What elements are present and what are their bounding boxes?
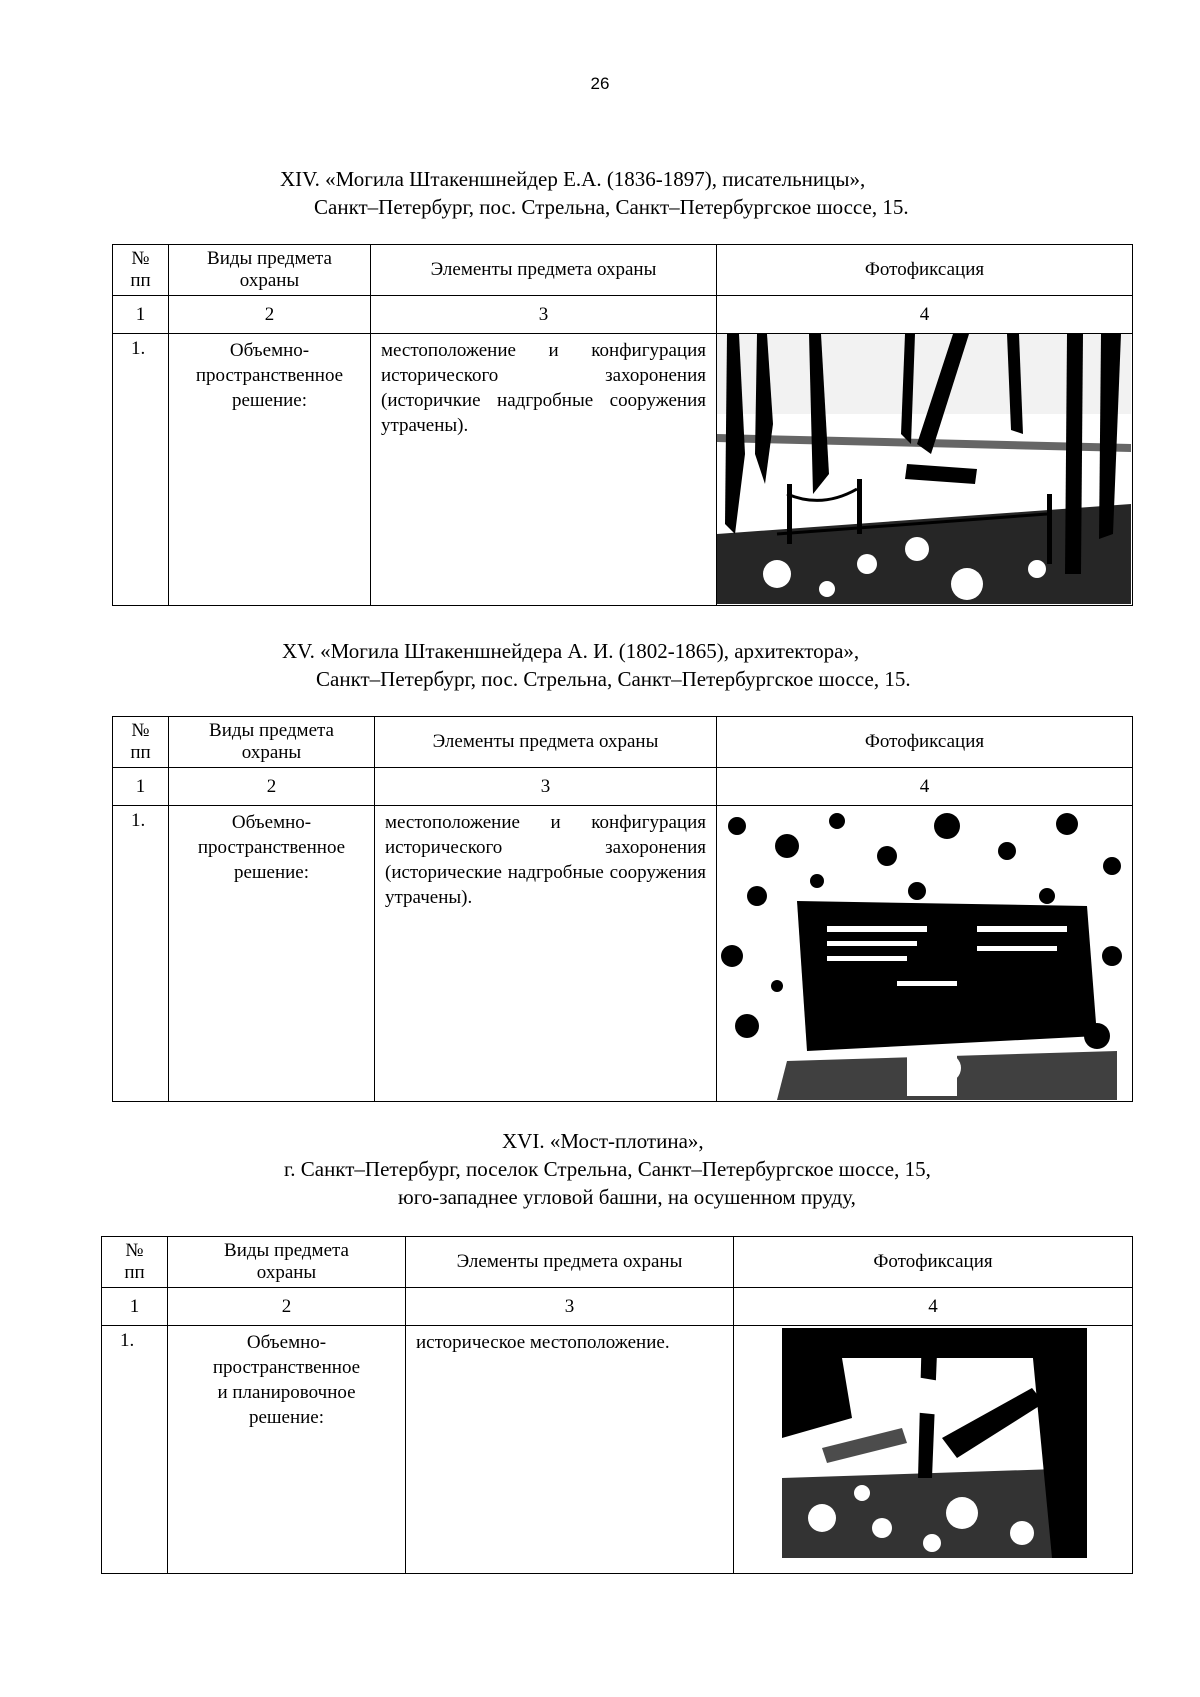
col-index: 1	[102, 1288, 168, 1326]
page-number: 26	[590, 74, 610, 93]
section-16-heading-line2: г. Санкт–Петербург, поселок Стрельна, Санкт–Петербургское шоссе, 15,	[284, 1157, 931, 1181]
section-15-table	[112, 716, 1133, 1102]
section-15-heading-line1: XV. «Могила Штакеншнейдера А. И. (1802-1865), архитектора»,	[282, 639, 860, 663]
row-elements: местоположение и конфигурация исторического захоронения (историчкие надгробные сооружения утрачены).	[371, 334, 717, 606]
section-14-heading-line2: Санкт–Петербург, пос. Стрельна, Санкт–Петербургское шоссе, 15.	[314, 195, 909, 219]
col-index: 1	[113, 768, 169, 806]
row-kind: Объемно- пространственное решение:	[169, 334, 371, 606]
col-index: 4	[717, 768, 1133, 806]
col-header-kind: Виды предмета охраны	[169, 245, 371, 296]
col-index: 2	[169, 296, 371, 334]
col-index: 2	[169, 768, 375, 806]
col-header-photo: Фотофиксация	[734, 1237, 1133, 1288]
row-number: 1.	[113, 334, 169, 606]
col-header-number: № пп	[102, 1237, 168, 1288]
col-header-kind: Виды предмета охраны	[168, 1237, 406, 1288]
col-index: 4	[734, 1288, 1133, 1326]
photo-bridge-dam-icon	[734, 1326, 1131, 1572]
col-header-photo: Фотофиксация	[717, 245, 1133, 296]
col-header-elements: Элементы предмета охраны	[375, 717, 717, 768]
section-16-table	[101, 1236, 1133, 1574]
col-header-number: № пп	[113, 245, 169, 296]
col-index: 3	[406, 1288, 734, 1326]
row-elements: местоположение и конфигурация исторического захоронения (исторические надгробные сооружения утрачены).	[375, 806, 717, 1102]
section-16-heading-line3: юго-западнее угловой башни, на осушенном пруду,	[398, 1185, 856, 1209]
col-index: 4	[717, 296, 1133, 334]
col-header-elements: Элементы предмета охраны	[406, 1237, 734, 1288]
section-16-heading-line1: XVI. «Мост-плотина»,	[502, 1129, 704, 1153]
row-kind: Объемно- пространственное и планировочное решение:	[168, 1326, 406, 1574]
col-header-kind: Виды предмета охраны	[169, 717, 375, 768]
col-header-elements: Элементы предмета охраны	[371, 245, 717, 296]
row-photo	[717, 334, 1133, 606]
col-index: 2	[168, 1288, 406, 1326]
row-elements: историческое местоположение.	[406, 1326, 734, 1574]
col-index: 1	[113, 296, 169, 334]
row-number: 1.	[102, 1326, 168, 1574]
col-header-number: № пп	[113, 717, 169, 768]
row-kind: Объемно- пространственное решение:	[169, 806, 375, 1102]
section-14-heading-line1: XIV. «Могила Штакеншнейдер Е.А. (1836-1897), писательницы»,	[280, 167, 866, 191]
table-row	[113, 334, 1133, 606]
section-15-heading-line2: Санкт–Петербург, пос. Стрельна, Санкт–Петербургское шоссе, 15.	[316, 667, 911, 691]
row-photo	[717, 806, 1133, 1102]
section-14-table	[112, 244, 1133, 606]
photo-grave-plaque-icon	[717, 806, 1131, 1100]
col-index: 3	[371, 296, 717, 334]
col-header-photo: Фотофиксация	[717, 717, 1133, 768]
row-number: 1.	[113, 806, 169, 1102]
photo-grave-trees-icon	[717, 334, 1131, 604]
row-photo	[734, 1326, 1133, 1574]
table-row	[113, 806, 1133, 1102]
table-row	[102, 1326, 1133, 1574]
col-index: 3	[375, 768, 717, 806]
